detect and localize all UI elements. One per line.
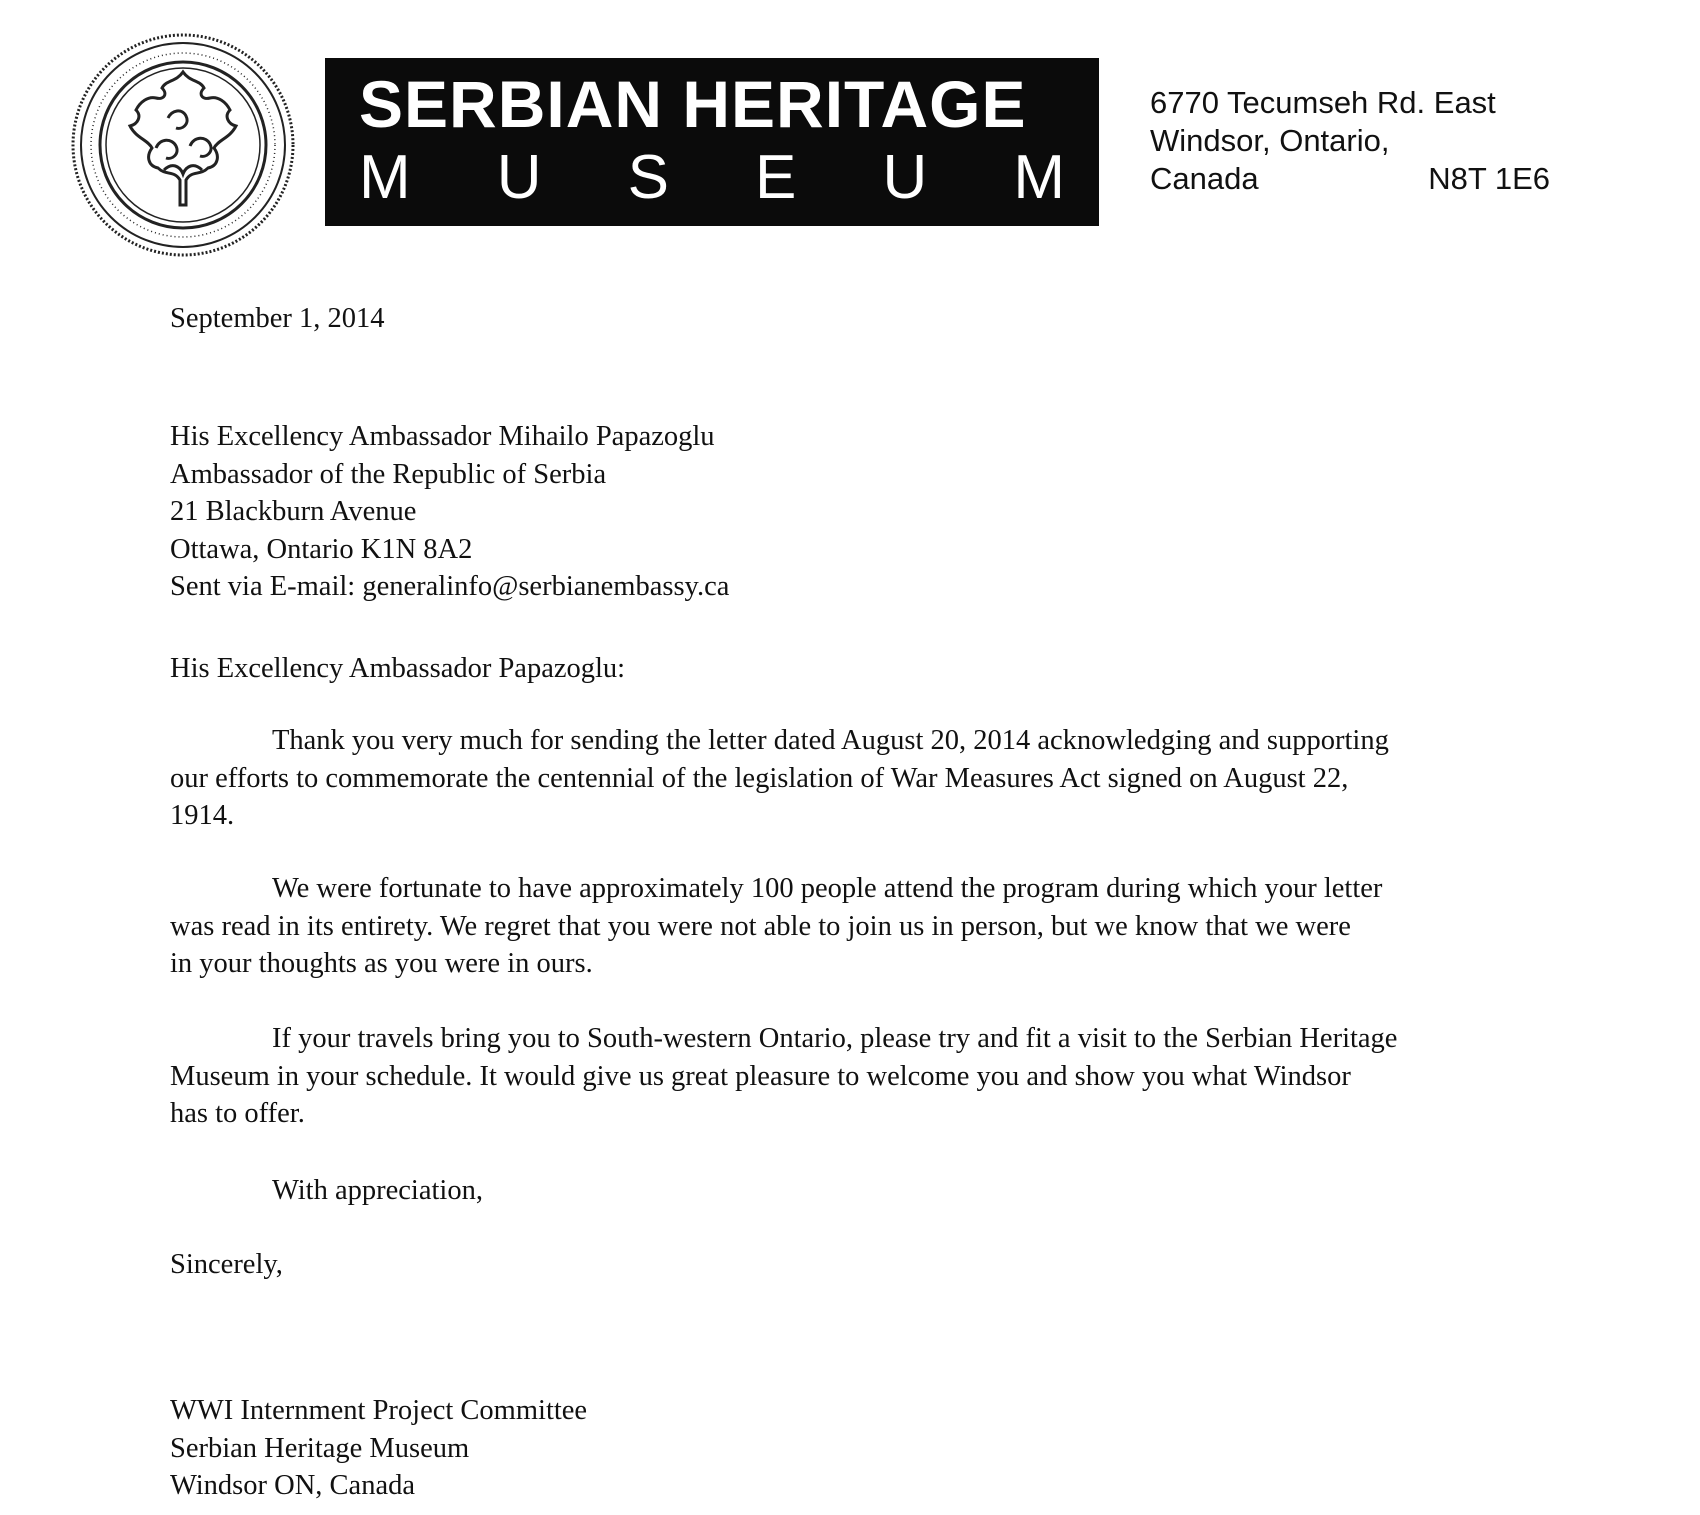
recipient-line: 21 Blackburn Avenue <box>170 496 417 527</box>
paragraph-line: Museum in your schedule. It would give us great pleasure to welcome you and show you what Windsor <box>170 1060 1351 1092</box>
recipient-block <box>170 418 1570 606</box>
org-name-letter: U <box>496 143 542 212</box>
recipient-line: His Excellency Ambassador Mihailo Papazoglu <box>170 421 715 452</box>
org-name-letter: E <box>755 143 797 212</box>
recipient-email-line: Sent via E-mail: generalinfo@serbianembassy.ca <box>170 571 730 602</box>
paragraph-line: Thank you very much for sending the letter dated August 20, 2014 acknowledging and supporting <box>272 725 1389 756</box>
closing-sign-off: Sincerely, <box>170 1249 283 1280</box>
body-paragraph-3 <box>170 1020 1570 1133</box>
address-street: 6770 Tecumseh Rd. East <box>1150 85 1496 120</box>
org-name-letter: M <box>359 143 411 212</box>
signature-line: WWI Internment Project Committee <box>170 1395 588 1426</box>
address-postal-code: N8T 1E6 <box>1428 161 1550 196</box>
address-city: Windsor, Ontario, <box>1150 123 1390 158</box>
signature-line: Serbian Heritage Museum <box>170 1432 470 1464</box>
letter-date: September 1, 2014 <box>170 303 385 334</box>
salutation: His Excellency Ambassador Papazoglu: <box>170 653 626 684</box>
org-name-letter: U <box>882 143 928 212</box>
org-name-letter: M <box>1013 143 1065 212</box>
org-name-line1: SERBIAN HERITAGE <box>359 67 1027 141</box>
paragraph-line: was read in its entirety. We regret that you were not able to join us in person, but we know that we were <box>170 910 1351 942</box>
paragraph-line: 1914. <box>170 800 235 831</box>
body-paragraph-2 <box>170 870 1570 983</box>
paragraph-line: our efforts to commemorate the centennial of the legislation of War Measures Act signed on August 22, <box>170 762 1349 794</box>
body-paragraph-1 <box>170 722 1570 835</box>
org-name-letter: S <box>627 143 669 212</box>
paragraph-line: has to offer. <box>170 1098 305 1129</box>
address-country-row <box>1150 160 1550 198</box>
signature-line: Windsor ON, Canada <box>170 1470 416 1501</box>
letterhead-address <box>1150 84 1670 198</box>
org-name-line2 <box>359 144 1065 212</box>
closing-appreciation: With appreciation, <box>272 1175 483 1206</box>
paragraph-line: If your travels bring you to South-western Ontario, please try and fit a visit to the Serbian Heritage <box>272 1023 1398 1054</box>
recipient-line: Ambassador of the Republic of Serbia <box>170 458 607 490</box>
paragraph-line: in your thoughts as you were in ours. <box>170 948 593 979</box>
paragraph-line: We were fortunate to have approximately 100 people attend the program during which your letter <box>272 873 1383 904</box>
recipient-line: Ottawa, Ontario K1N 8A2 <box>170 533 473 565</box>
signature-block <box>170 1392 1570 1505</box>
maple-leaf-seal-icon <box>68 30 298 260</box>
museum-seal-logo <box>68 30 298 260</box>
letterhead-banner <box>325 58 1099 226</box>
address-country: Canada <box>1150 161 1259 196</box>
